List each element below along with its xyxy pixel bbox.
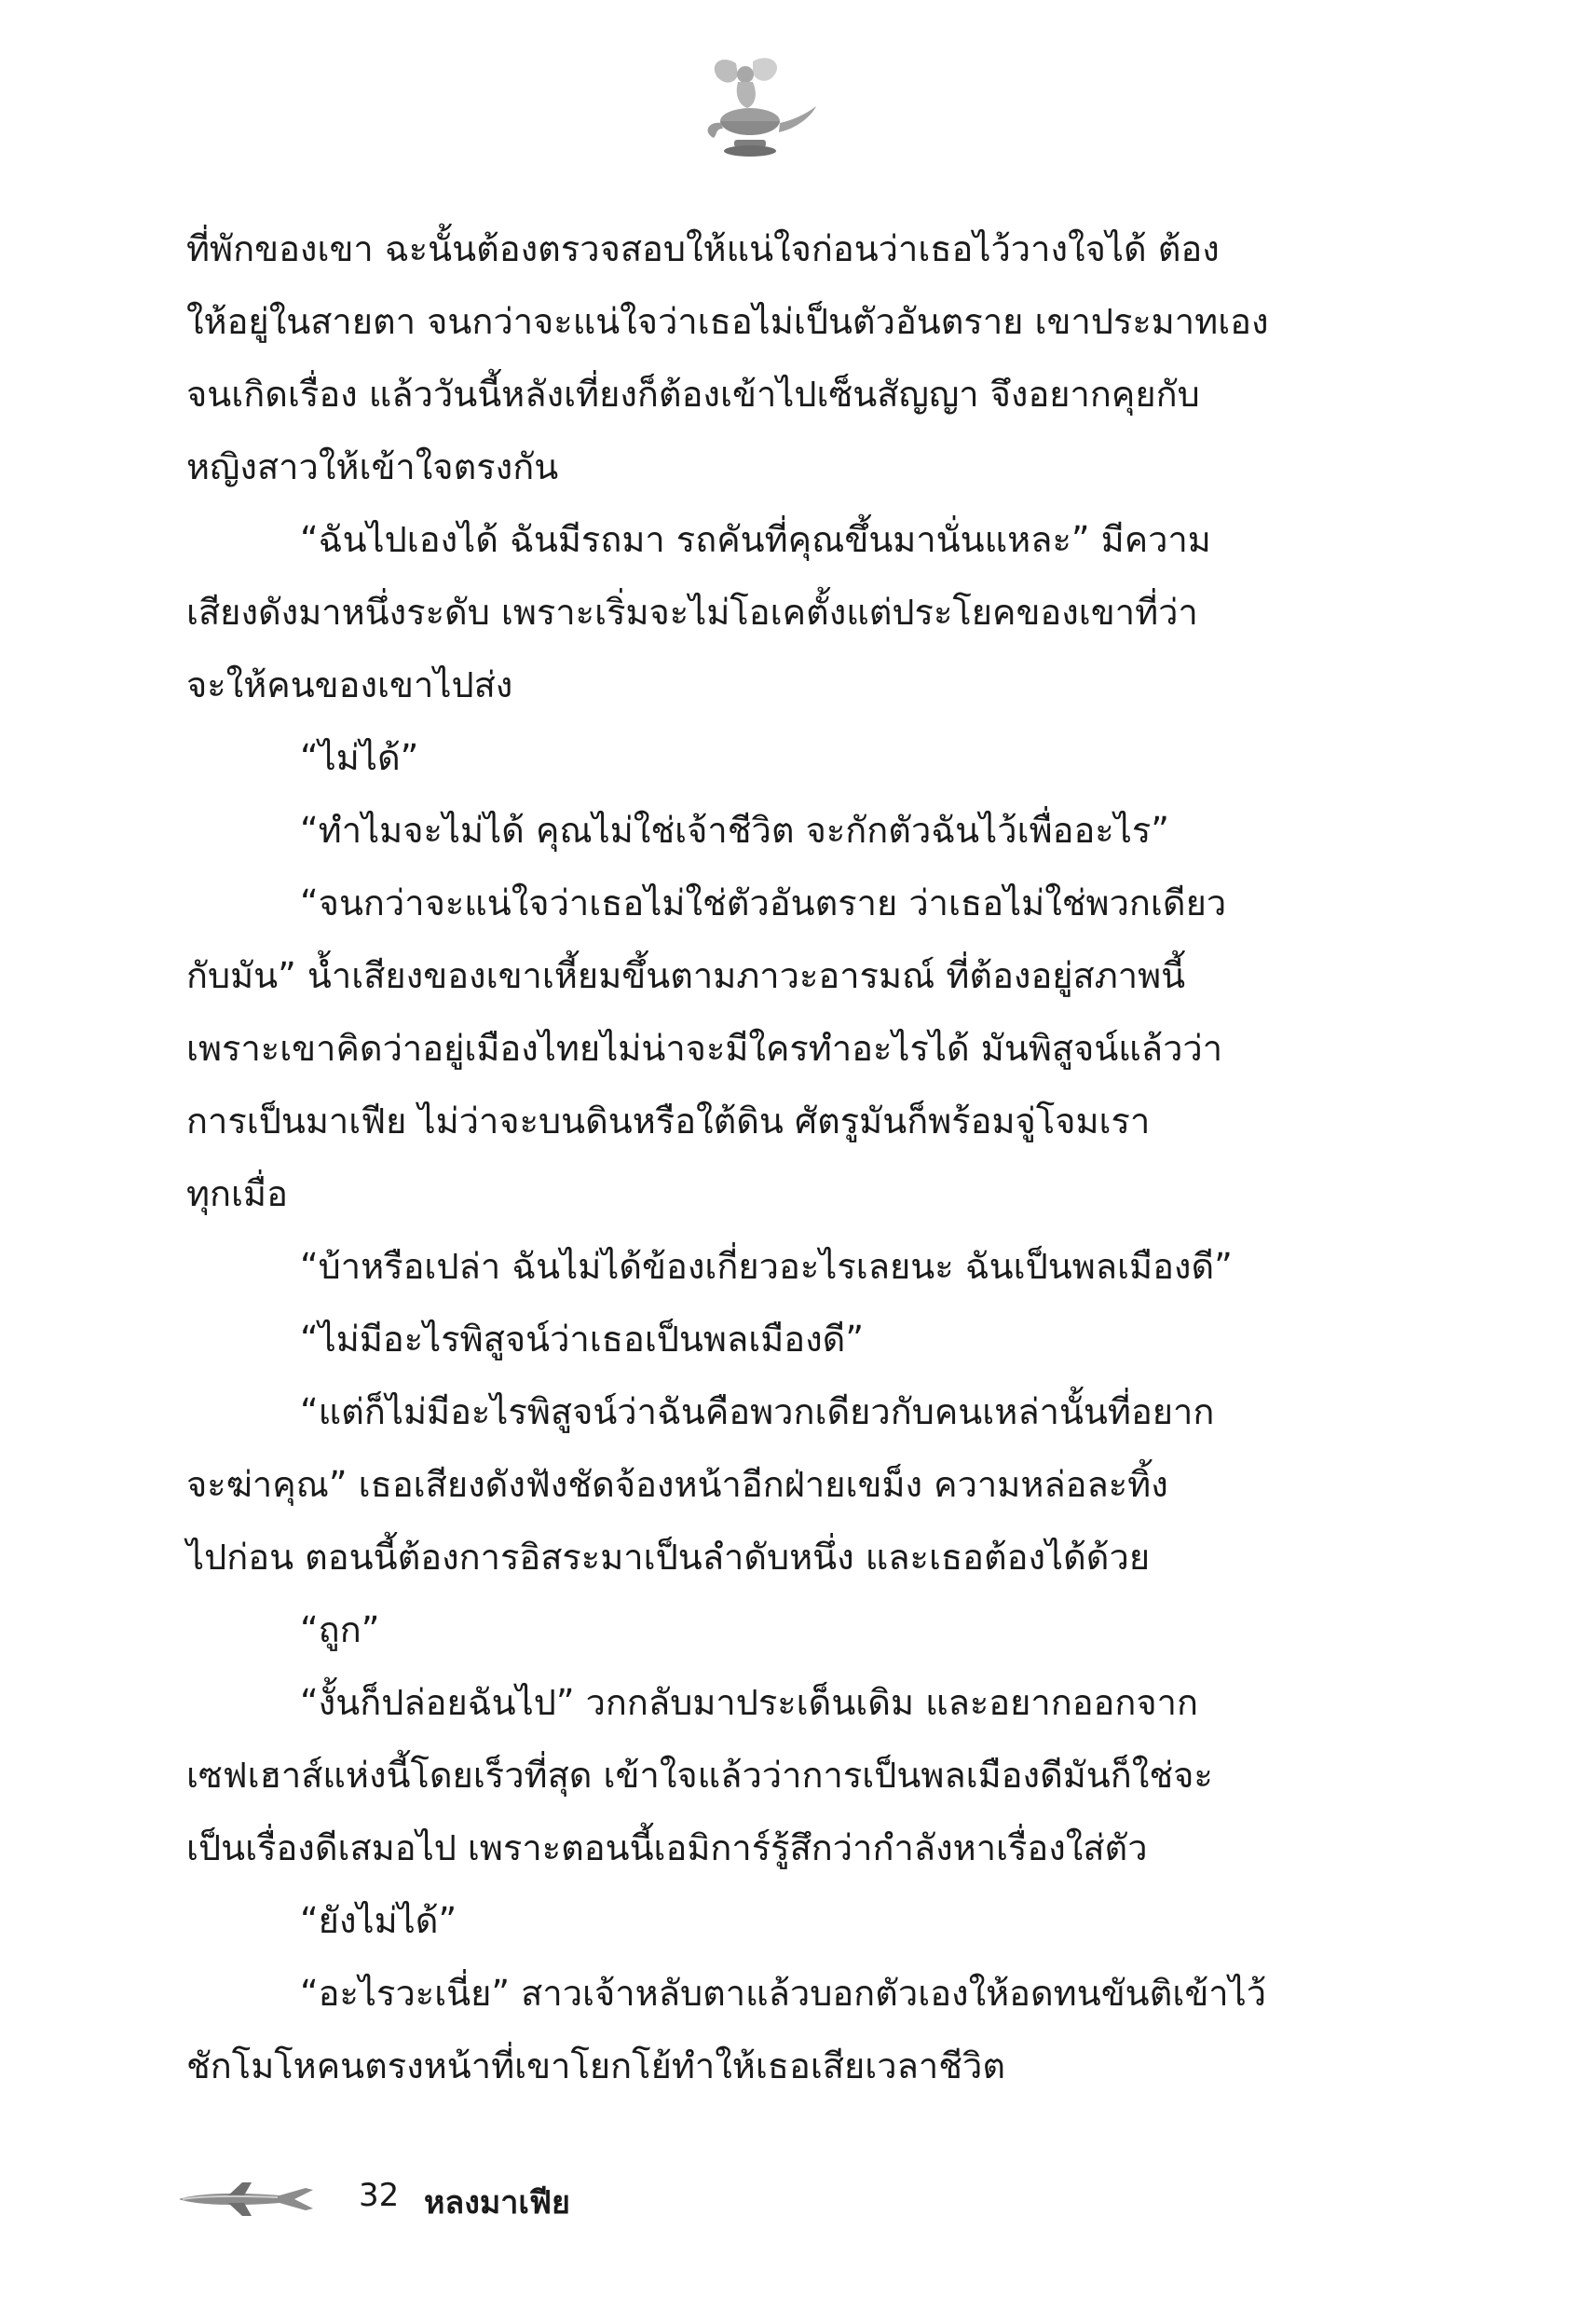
text-line: ทุกเมื่อ — [186, 1173, 288, 1214]
text-line: เป็นเรื่องดีเสมอไป เพราะตอนนี้เอมิการ์รู้สึกว่ากำลังหาเรื่องใส่ตัว — [186, 1827, 1148, 1868]
text-line: “ยังไม่ได้” — [300, 1900, 457, 1941]
text-line: การเป็นมาเฟีย ไม่ว่าจะบนดินหรือใต้ดิน ศัตรูมันก็พร้อมจู่โจมเรา — [186, 1101, 1151, 1142]
text-line: เซฟเฮาส์แห่งนี้โดยเร็วที่สุด เข้าใจแล้วว่าการเป็นพลเมืองดีมันก็ใช่จะ — [186, 1755, 1213, 1796]
text-line: ไปก่อน ตอนนี้ต้องการอิสระมาเป็นลำดับหนึ่ง และเธอต้องได้ด้วย — [186, 1537, 1151, 1578]
page-number: 32 — [359, 2177, 400, 2214]
text-line: “อะไรวะเนี่ย” สาวเจ้าหลับตาแล้วบอกตัวเองให้อดทนขันติเข้าไว้ — [300, 1973, 1267, 2014]
lamp-angel-ornament-icon — [680, 54, 820, 161]
text-line: เพราะเขาคิดว่าอยู่เมืองไทยไม่น่าจะมีใครทำอะไรได้ มันพิสูจน์แล้วว่า — [186, 1028, 1223, 1069]
text-line: “แต่ก็ไม่มีอะไรพิสูจน์ว่าฉันคือพวกเดียวกับคนเหล่านั้นที่อยาก — [300, 1391, 1215, 1432]
page-footer — [177, 2171, 922, 2227]
text-line: “ไม่ได้” — [300, 737, 419, 778]
text-line: “ไม่มีอะไรพิสูจน์ว่าเธอเป็นพลเมืองดี” — [300, 1319, 865, 1360]
text-line: เสียงดังมาหนึ่งระดับ เพราะเริ่มจะไม่โอเคตั้งแต่ประโยคของเขาที่ว่า — [186, 592, 1198, 633]
text-line: “ฉันไปเองได้ ฉันมีรถมา รถคันที่คุณขึ้นมานั่นแหละ” มีความ — [300, 519, 1211, 560]
text-line: “ถูก” — [300, 1609, 380, 1650]
text-line: “บ้าหรือเปล่า ฉันไม่ได้ข้องเกี่ยวอะไรเลยนะ ฉันเป็นพลเมืองดี” — [300, 1246, 1233, 1287]
text-line: “จนกว่าจะแน่ใจว่าเธอไม่ใช่ตัวอันตราย ว่าเธอไม่ใช่พวกเดียว — [300, 882, 1227, 923]
text-line: ที่พักของเขา ฉะนั้นต้องตรวจสอบให้แน่ใจก่อนว่าเธอไว้วางใจได้ ต้อง — [186, 228, 1220, 269]
text-line: กับมัน” น้ำเสียงของเขาเหี้ยมขึ้นตามภาวะอารมณ์ ที่ต้องอยู่สภาพนี้ — [186, 955, 1186, 996]
body-text — [186, 212, 1342, 2102]
text-line: หญิงสาวให้เข้าใจตรงกัน — [186, 446, 559, 487]
text-line: จะฆ่าคุณ” เธอเสียงดังฟังชัดจ้องหน้าอีกฝ่ายเขม็ง ความหล่อละทิ้ง — [186, 1464, 1168, 1505]
text-line: “งั้นก็ปล่อยฉันไป” วกกลับมาประเด็นเดิม และอยากออกจาก — [300, 1682, 1198, 1723]
text-line: “ทำไมจะไม่ได้ คุณไม่ใช่เจ้าชีวิต จะกักตัวฉันไว้เพื่ออะไร” — [300, 810, 1169, 851]
text-line: จะให้คนของเขาไปส่ง — [186, 664, 513, 705]
text-line: ชักโมโหคนตรงหน้าที่เขาโยกโย้ทำให้เธอเสียเวลาชีวิต — [186, 2045, 1006, 2086]
airplane-icon — [177, 2179, 317, 2220]
text-line: ให้อยู่ในสายตา จนกว่าจะแน่ใจว่าเธอไม่เป็นตัวอันตราย เขาประมาทเอง — [186, 301, 1269, 342]
book-title: หลงมาเฟีย — [424, 2184, 570, 2222]
text-line: จนเกิดเรื่อง แล้ววันนี้หลังเที่ยงก็ต้องเข้าไปเซ็นสัญญา จึงอยากคุยกับ — [186, 374, 1200, 415]
